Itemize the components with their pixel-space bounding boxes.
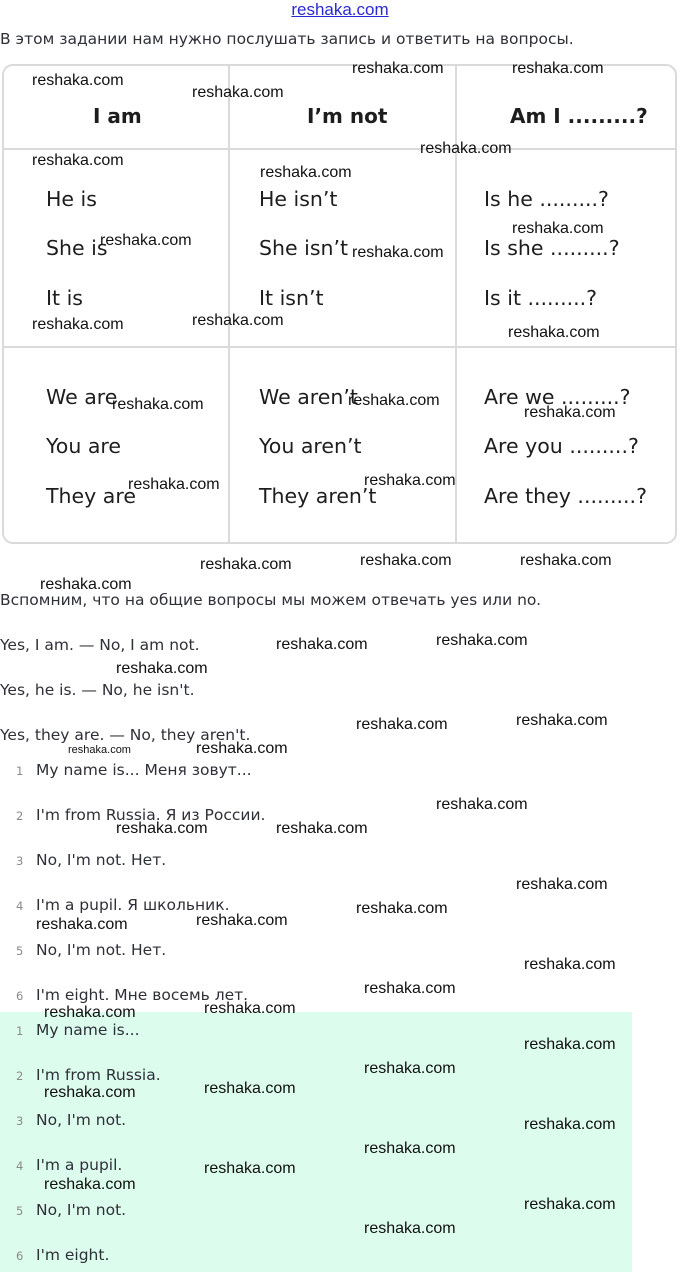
item-number: 4 <box>16 899 24 913</box>
item-number: 2 <box>16 1069 24 1083</box>
item-number: 2 <box>16 809 24 823</box>
table-cell: It is <box>46 286 83 310</box>
table-cell: Are they .........? <box>484 484 647 508</box>
watermark: reshaka.com <box>68 744 131 756</box>
watermark: reshaka.com <box>32 72 124 89</box>
watermark: reshaka.com <box>196 740 288 757</box>
item-number: 1 <box>16 1024 24 1038</box>
watermark: reshaka.com <box>508 324 600 341</box>
watermark: reshaka.com <box>128 476 220 493</box>
watermark: reshaka.com <box>436 632 528 649</box>
grammar-table <box>2 64 677 544</box>
header-negative: I’m not <box>307 104 388 128</box>
table-divider <box>455 66 457 542</box>
watermark: reshaka.com <box>44 1176 136 1193</box>
item-text: No, I'm not. <box>36 1111 127 1129</box>
watermark: reshaka.com <box>524 956 616 973</box>
item-number: 1 <box>16 764 24 778</box>
example-line: Yes, he is. — No, he isn't. <box>0 681 195 699</box>
watermark: reshaka.com <box>524 404 616 421</box>
watermark: reshaka.com <box>516 876 608 893</box>
watermark: reshaka.com <box>436 796 528 813</box>
table-cell: She is <box>46 236 108 260</box>
item-number: 3 <box>16 854 24 868</box>
watermark: reshaka.com <box>356 716 448 733</box>
watermark: reshaka.com <box>44 1004 136 1021</box>
item-number: 5 <box>16 1204 24 1218</box>
watermark: reshaka.com <box>352 60 444 77</box>
watermark: reshaka.com <box>192 84 284 101</box>
watermark: reshaka.com <box>364 1060 456 1077</box>
item-text: No, I'm not. Нет. <box>36 851 167 869</box>
watermark: reshaka.com <box>40 576 132 593</box>
item-text: I'm eight. <box>36 1246 110 1264</box>
item-number: 3 <box>16 1114 24 1128</box>
task-intro: В этом задании нам нужно послушать запись и ответить на вопросы. <box>0 30 574 48</box>
watermark: reshaka.com <box>260 164 352 181</box>
header-affirmative: I am <box>93 104 142 128</box>
table-cell: They are <box>46 484 136 508</box>
watermark: reshaka.com <box>32 316 124 333</box>
watermark: reshaka.com <box>364 1140 456 1157</box>
table-cell: They aren’t <box>259 484 377 508</box>
table-cell: You aren’t <box>259 434 362 458</box>
watermark: reshaka.com <box>364 472 456 489</box>
watermark: reshaka.com <box>204 1160 296 1177</box>
item-number: 6 <box>16 1249 24 1263</box>
example-line: Yes, I am. — No, I am not. <box>0 636 200 654</box>
table-cell: He isn’t <box>259 187 338 211</box>
watermark: reshaka.com <box>116 660 208 677</box>
table-cell: You are <box>46 434 122 458</box>
watermark: reshaka.com <box>512 60 604 77</box>
recall-text: Вспомним, что на общие вопросы мы можем отвечать yes или no. <box>0 591 542 609</box>
watermark: reshaka.com <box>200 556 292 573</box>
watermark: reshaka.com <box>112 396 204 413</box>
item-text: My name is... Меня зовут... <box>36 761 252 779</box>
watermark: reshaka.com <box>516 712 608 729</box>
item-text: My name is... <box>36 1021 140 1039</box>
table-cell: We aren’t <box>259 385 358 409</box>
watermark: reshaka.com <box>32 152 124 169</box>
watermark: reshaka.com <box>364 980 456 997</box>
site-link[interactable]: reshaka.com <box>291 0 389 19</box>
watermark: reshaka.com <box>524 1196 616 1213</box>
watermark: reshaka.com <box>348 392 440 409</box>
watermark: reshaka.com <box>192 312 284 329</box>
watermark: reshaka.com <box>524 1036 616 1053</box>
table-divider <box>228 66 230 542</box>
watermark: reshaka.com <box>276 820 368 837</box>
item-text: I'm from Russia. Я из России. <box>36 806 266 824</box>
item-number: 6 <box>16 989 24 1003</box>
table-cell: He is <box>46 187 97 211</box>
watermark: reshaka.com <box>204 1000 296 1017</box>
watermark: reshaka.com <box>196 912 288 929</box>
table-cell: We are <box>46 385 118 409</box>
watermark: reshaka.com <box>36 916 128 933</box>
table-cell: Is he .........? <box>484 187 609 211</box>
table-cell: Is it .........? <box>484 286 598 310</box>
watermark: reshaka.com <box>360 552 452 569</box>
watermark: reshaka.com <box>356 900 448 917</box>
watermark: reshaka.com <box>100 232 192 249</box>
table-divider <box>4 346 675 348</box>
item-text: I'm from Russia. <box>36 1066 161 1084</box>
watermark: reshaka.com <box>524 1116 616 1133</box>
watermark: reshaka.com <box>276 636 368 653</box>
watermark: reshaka.com <box>520 552 612 569</box>
item-number: 5 <box>16 944 24 958</box>
watermark: reshaka.com <box>204 1080 296 1097</box>
watermark: reshaka.com <box>364 1220 456 1237</box>
example-line: Yes, they are. — No, they aren't. <box>0 726 251 744</box>
item-text: I'm a pupil. <box>36 1156 123 1174</box>
item-text: I'm eight. Мне восемь лет. <box>36 986 249 1004</box>
item-text: I'm a pupil. Я школьник. <box>36 896 230 914</box>
header-question: Am I .........? <box>510 104 648 128</box>
watermark: reshaka.com <box>44 1084 136 1101</box>
item-text: No, I'm not. <box>36 1201 127 1219</box>
table-cell: Is she .........? <box>484 236 620 260</box>
table-cell: It isn’t <box>259 286 324 310</box>
watermark: reshaka.com <box>352 244 444 261</box>
item-text: No, I'm not. Нет. <box>36 941 167 959</box>
table-divider <box>4 148 675 150</box>
table-cell: She isn’t <box>259 236 349 260</box>
watermark: reshaka.com <box>116 820 208 837</box>
watermark: reshaka.com <box>420 140 512 157</box>
table-cell: Are we .........? <box>484 385 631 409</box>
item-number: 4 <box>16 1159 24 1173</box>
watermark: reshaka.com <box>512 220 604 237</box>
table-cell: Are you .........? <box>484 434 639 458</box>
